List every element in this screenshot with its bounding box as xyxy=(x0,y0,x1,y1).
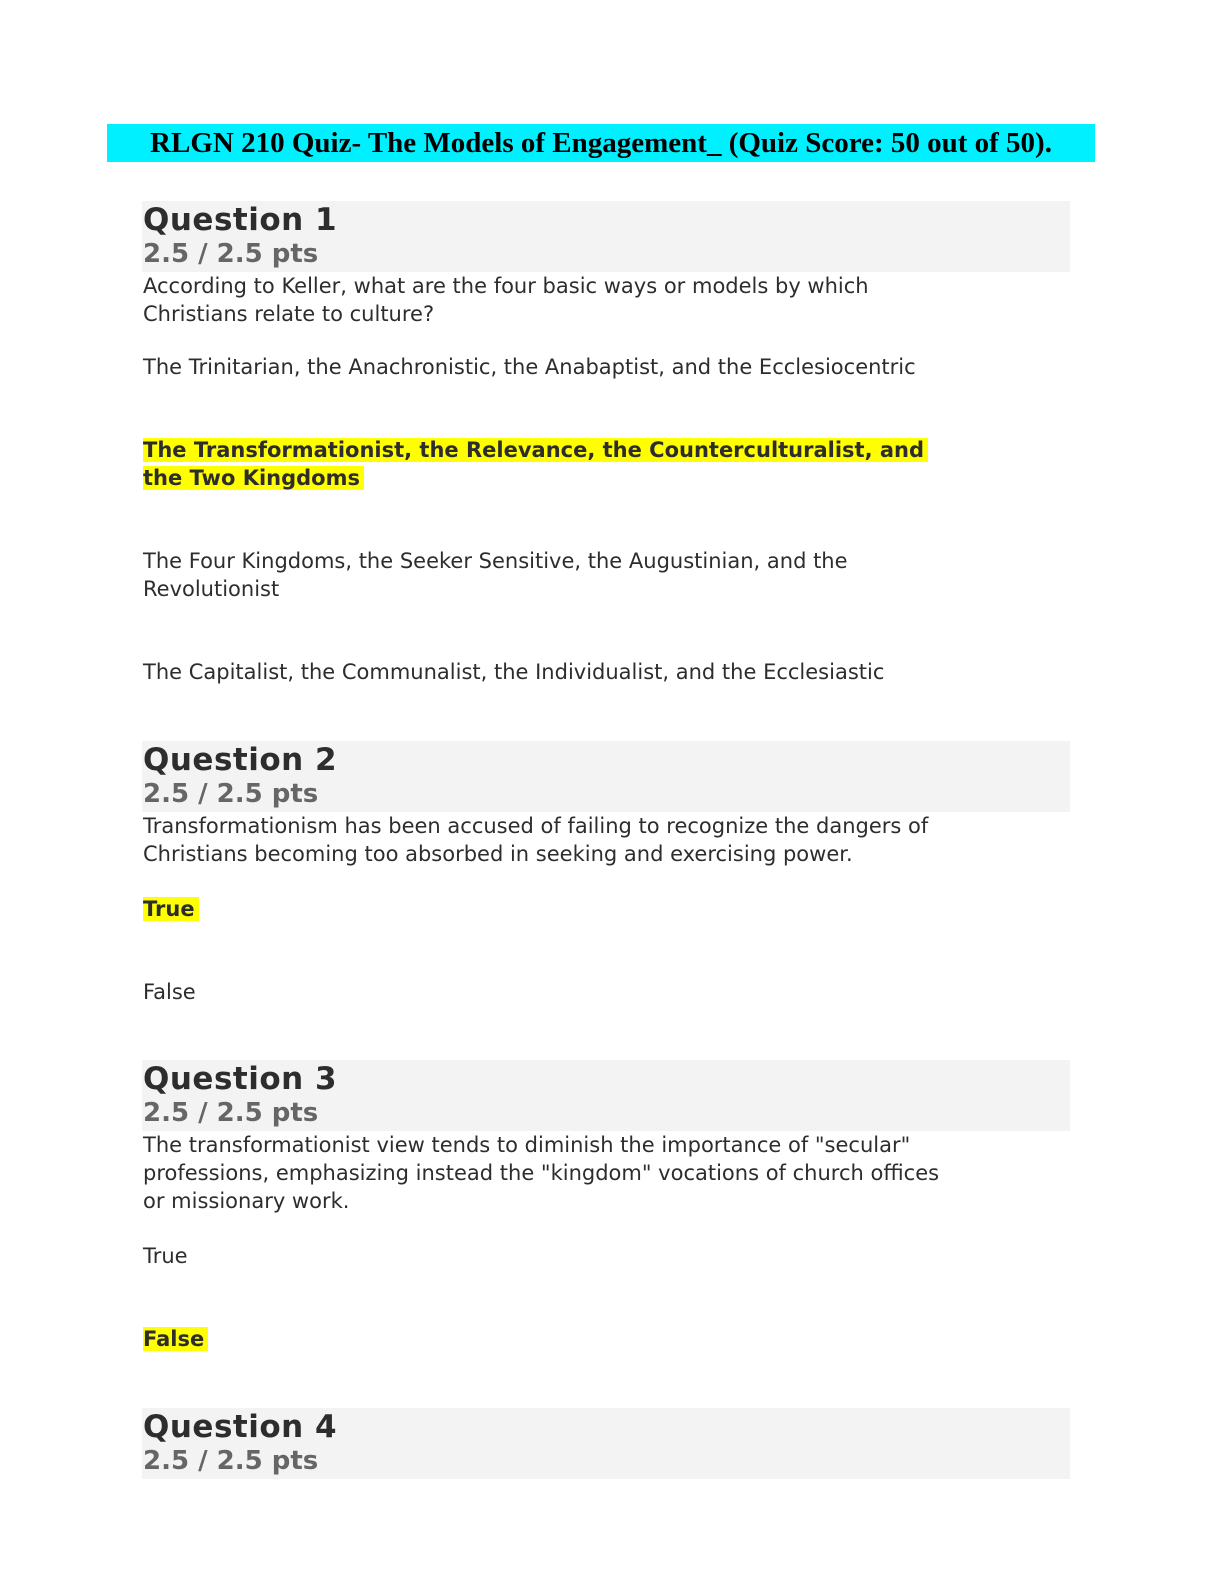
question-points: 2.5 / 2.5 pts xyxy=(143,239,319,269)
answer-option[interactable]: The Four Kingdoms, the Seeker Sensitive, the Augustinian, and the Revolutionist xyxy=(143,549,848,601)
answer-option[interactable]: True xyxy=(143,1244,188,1268)
answer-option-selected[interactable]: The Transformationist, the Relevance, the Counterculturalist, and the Two Kingdoms xyxy=(143,436,928,492)
question-4-header xyxy=(142,1408,1070,1479)
question-prompt: The transformationist view tends to diminish the importance of "secular" professions, emphasizing instead the "kingdom" vocations of church offices or missionary work. xyxy=(143,1133,940,1213)
answer-option[interactable]: The Capitalist, the Communalist, the Individualist, and the Ecclesiastic xyxy=(143,660,885,684)
question-prompt: According to Keller, what are the four basic ways or models by which Christians relate to culture? xyxy=(143,274,869,326)
question-prompt: Transformationism has been accused of failing to recognize the dangers of Christians becoming too absorbed in seeking and exercising power. xyxy=(143,814,929,866)
question-points: 2.5 / 2.5 pts xyxy=(143,1098,319,1128)
question-points: 2.5 / 2.5 pts xyxy=(143,779,319,809)
question-1-header xyxy=(142,201,1070,272)
answer-option-selected[interactable]: True xyxy=(143,895,199,923)
question-2-header xyxy=(142,741,1070,812)
page-title: RLGN 210 Quiz- The Models of Engagement_ (Quiz Score: 50 out of 50). xyxy=(150,127,1052,159)
question-title: Question 2 xyxy=(143,742,338,778)
question-title: Question 1 xyxy=(143,202,338,238)
question-points: 2.5 / 2.5 pts xyxy=(143,1446,319,1476)
answer-option-selected[interactable]: False xyxy=(143,1325,208,1353)
question-title: Question 3 xyxy=(143,1061,338,1097)
answer-option[interactable]: The Trinitarian, the Anachronistic, the Anabaptist, and the Ecclesiocentric xyxy=(143,355,916,379)
answer-option[interactable]: False xyxy=(143,980,196,1004)
title-banner xyxy=(107,124,1095,162)
question-title: Question 4 xyxy=(143,1409,338,1445)
question-3-header xyxy=(142,1060,1070,1131)
